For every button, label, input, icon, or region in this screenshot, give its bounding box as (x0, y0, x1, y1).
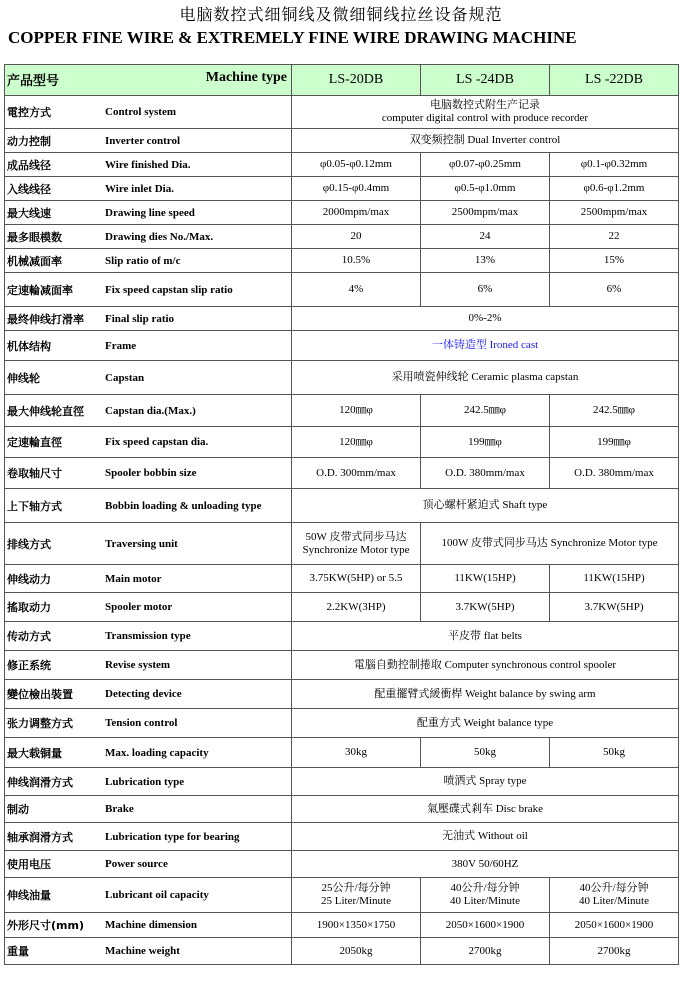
spec-row (5, 738, 679, 768)
spec-label-en: Lubrication type (105, 775, 185, 788)
spec-label-cell (5, 738, 292, 768)
spec-value-cell: 13% (421, 249, 550, 273)
spec-value-cell: φ0.07-φ0.25mm (421, 153, 550, 177)
spec-value-span (292, 823, 679, 851)
spec-value-line: 0%-2% (468, 312, 502, 324)
spec-row (5, 395, 679, 427)
spec-label-en: Lubricant oil capacity (105, 889, 209, 901)
spec-label-en: Revise system (105, 659, 171, 671)
spec-row (5, 878, 679, 913)
spec-label-cn: 最大线速 (7, 206, 51, 220)
spec-label-en: Bobbin loading & unloading type (105, 499, 262, 512)
spec-value-cell: 2050×1600×1900 (550, 913, 679, 938)
spec-label-cell (5, 249, 292, 273)
spec-label-cn: 最大载铜量 (7, 746, 62, 760)
spec-label-cell (5, 153, 292, 177)
spec-value-cell: 6% (550, 273, 679, 307)
spec-value-cell (292, 523, 421, 565)
spec-label-en: Drawing dies No./Max. (105, 230, 214, 243)
spec-label-en: Wire finished Dia. (105, 158, 191, 171)
spec-label-en: Capstan dia.(Max.) (105, 404, 196, 417)
spec-row (5, 96, 679, 129)
spec-value-line: 平皮带 flat belts (448, 629, 522, 642)
spec-label-cn: 动力控制 (7, 134, 51, 148)
spec-value-cell: 2500mpm/max (421, 201, 550, 225)
spec-label-cn: 最多眼模数 (7, 230, 62, 244)
spec-label-en: Lubrication type for bearing (105, 830, 240, 843)
spec-label-cn: 定速輪减面率 (7, 283, 73, 297)
spec-label-cell (5, 427, 292, 458)
document-title-english: COPPER FINE WIRE & EXTREMELY FINE WIRE DRAWING MACHINE (8, 28, 577, 47)
spec-label-en: Brake (105, 803, 134, 815)
spec-label-en: Drawing line speed (105, 206, 195, 219)
spec-value-cell (421, 878, 550, 913)
spec-value-cell: 50kg (550, 738, 679, 768)
spec-row (5, 709, 679, 738)
spec-row (5, 796, 679, 823)
spec-value-cell (550, 878, 679, 913)
spec-label-cn: 電控方式 (7, 106, 51, 119)
spec-row (5, 225, 679, 249)
spec-label-cell (5, 768, 292, 796)
spec-value-line: 喷洒式 Spray type (443, 775, 527, 787)
spec-label-cell (5, 680, 292, 709)
spec-label-cell (5, 796, 292, 823)
spec-value-span: 100W 皮带式同步马达 Synchronize Motor type (421, 523, 679, 565)
spec-label-cn: 上下轴方式 (7, 499, 62, 513)
spec-label-en: Detecting device (105, 688, 182, 700)
spec-value-cell: 6% (421, 273, 550, 307)
spec-row (5, 938, 679, 965)
spec-value-line: 380V 50/60HZ (451, 857, 519, 870)
spec-value-cell: 242.5㎜φ (550, 395, 679, 427)
spec-value-line: 无油式 Without oil (442, 830, 528, 842)
spec-label-en: Wire inlet Dia. (105, 182, 174, 195)
spec-value-cell: 120㎜φ (292, 395, 421, 427)
spec-label-en: Capstan (105, 371, 145, 384)
spec-label-cell (5, 878, 292, 913)
model-header-2: LS -24DB (421, 65, 550, 96)
spec-row (5, 622, 679, 651)
spec-label-cell (5, 651, 292, 680)
spec-label-cell (5, 823, 292, 851)
spec-row (5, 273, 679, 307)
spec-value-cell: 11KW(15HP) (421, 565, 550, 593)
spec-value-line: 40 Liter/Minute (450, 895, 520, 907)
spec-row (5, 427, 679, 458)
spec-row (5, 201, 679, 225)
spec-value-line: 40公升/每分钟 (579, 882, 649, 894)
spec-row (5, 307, 679, 331)
spec-row (5, 361, 679, 395)
model-header-3: LS -22DB (550, 65, 679, 96)
spec-value-cell: φ0.6-φ1.2mm (550, 177, 679, 201)
spec-value-line: 25公升/每分钟 (321, 882, 391, 894)
spec-label-cn: 搖取动力 (7, 601, 51, 614)
model-header-1: LS-20DB (292, 65, 421, 96)
spec-label-en: Frame (105, 339, 137, 352)
spec-row (5, 129, 679, 153)
spec-value-cell: O.D. 380mm/max (421, 458, 550, 489)
spec-label-cn: 张力调整方式 (7, 717, 73, 730)
spec-value-cell: 10.5% (292, 249, 421, 273)
spec-value-span (292, 796, 679, 823)
spec-label-en: Fix speed capstan dia. (105, 436, 209, 448)
spec-value-line: 顶心螺杆紧迫式 Shaft type (422, 499, 548, 511)
spec-value-cell (292, 878, 421, 913)
spec-label-cn: 修正系统 (7, 659, 51, 672)
spec-row (5, 177, 679, 201)
spec-label-cn: 最终伸线打滑率 (7, 312, 84, 326)
spec-value-span (292, 96, 679, 129)
spec-value-cell: 2000mpm/max (292, 201, 421, 225)
spec-value-span (292, 129, 679, 153)
spec-label-cell (5, 177, 292, 201)
spec-label-en: Tension control (105, 717, 178, 729)
spec-label-cn: 制动 (7, 803, 29, 816)
spec-label-cn: 传动方式 (7, 630, 51, 643)
spec-value-line: 40 Liter/Minute (579, 895, 649, 907)
spec-value-line: 采用喷瓷伸线轮 Ceramic plasma capstan (391, 371, 579, 383)
spec-value-cell: 242.5㎜φ (421, 395, 550, 427)
spec-label-cell (5, 201, 292, 225)
spec-label-cn: 伸线动力 (7, 572, 51, 586)
spec-label-cell (5, 96, 292, 129)
spec-label-cn: 机械减面率 (7, 254, 62, 268)
spec-value-cell: φ0.05-φ0.12mm (292, 153, 421, 177)
header-label-en: Machine type (205, 70, 287, 85)
spec-value-line: computer digital control with produce recorder (381, 112, 589, 124)
spec-value-line: Synchronize Motor type (302, 543, 410, 556)
spec-value-cell: 120㎜φ (292, 427, 421, 458)
spec-value-cell: 2700kg (550, 938, 679, 965)
spec-value-cell: 199㎜φ (421, 427, 550, 458)
spec-value-line: 25 Liter/Minute (321, 895, 391, 907)
spec-label-en: Max. loading capacity (105, 746, 209, 759)
spec-label-en: Spooler bobbin size (105, 467, 197, 479)
spec-value-span (292, 361, 679, 395)
spec-label-cn: 定速輪直徑 (7, 436, 62, 449)
spec-value-cell: 2050kg (292, 938, 421, 965)
spec-value-cell: 199㎜φ (550, 427, 679, 458)
spec-label-en: Inverter control (105, 134, 181, 147)
spec-value-line: 电脑数控式附生产记录 (430, 99, 540, 111)
spec-value-cell: 2700kg (421, 938, 550, 965)
spec-value-span (292, 680, 679, 709)
spec-label-en: Machine weight (105, 945, 180, 957)
spec-row (5, 153, 679, 177)
spec-label-cell (5, 622, 292, 651)
spec-row (5, 523, 679, 565)
spec-row (5, 851, 679, 878)
document-title-chinese: 电脑数控式细铜线及微细铜线拉丝设备规范 (179, 5, 503, 24)
spec-label-cell (5, 489, 292, 523)
spec-label-cell (5, 709, 292, 738)
spec-label-cn: 入线线径 (7, 182, 51, 196)
header-label-cell (5, 65, 292, 96)
spec-value-span (292, 709, 679, 738)
spec-row (5, 331, 679, 361)
spec-row (5, 651, 679, 680)
spec-label-en: Spooler motor (105, 601, 173, 613)
spec-value-cell: 50kg (421, 738, 550, 768)
spec-label-cell (5, 458, 292, 489)
spec-value-span (292, 768, 679, 796)
spec-value-cell: 20 (292, 225, 421, 249)
spec-value-cell: 2050×1600×1900 (421, 913, 550, 938)
spec-label-cell (5, 913, 292, 938)
spec-label-cell (5, 565, 292, 593)
spec-value-line: 氣壓碟式剎车 Disc brake (426, 802, 544, 815)
spec-value-line: 一体铸造型 Ironed cast (431, 339, 539, 351)
spec-row (5, 680, 679, 709)
spec-row (5, 249, 679, 273)
spec-label-en: Traversing unit (105, 537, 178, 550)
spec-row (5, 823, 679, 851)
spec-label-cn: 使用电压 (7, 858, 51, 871)
spec-label-cn: 伸线油量 (7, 889, 51, 902)
spec-row (5, 768, 679, 796)
spec-row (5, 913, 679, 938)
spec-row (5, 489, 679, 523)
spec-label-cell (5, 129, 292, 153)
spec-label-en: Transmission type (105, 630, 191, 642)
spec-value-cell: 22 (550, 225, 679, 249)
spec-value-span (292, 622, 679, 651)
spec-value-span (292, 851, 679, 878)
spec-label-cell (5, 307, 292, 331)
spec-value-cell: 4% (292, 273, 421, 307)
spec-label-cell (5, 395, 292, 427)
spec-row (5, 593, 679, 622)
spec-label-cell (5, 938, 292, 965)
spec-value-line: 50W 皮带式同步马达 (305, 530, 407, 543)
spec-label-en: Final slip ratio (105, 312, 175, 325)
spec-label-cn: 重量 (7, 945, 29, 958)
spec-value-cell: 3.7KW(5HP) (550, 593, 679, 622)
spec-label-cn: 排线方式 (7, 537, 51, 551)
spec-value-cell: 3.7KW(5HP) (421, 593, 550, 622)
spec-label-en: Main motor (105, 572, 162, 585)
spec-label-cn: 伸线轮 (7, 371, 40, 385)
spec-value-line: 配重方式 Weight balance type (416, 716, 554, 729)
spec-label-cell (5, 361, 292, 395)
spec-value-line: 40公升/每分钟 (450, 882, 520, 894)
spec-label-cn: 變位檢出裝置 (7, 688, 73, 701)
spec-value-cell: 30kg (292, 738, 421, 768)
spec-label-cn: 外形尺寸(mm) (7, 919, 84, 932)
spec-value-span (292, 331, 679, 361)
spec-value-line: 電腦自動控制捲取 Computer synchronous control spooler (353, 658, 617, 671)
spec-value-span (292, 307, 679, 331)
spec-label-cn: 机体结构 (7, 339, 51, 353)
spec-value-span (292, 489, 679, 523)
spec-label-cn: 轴承润滑方式 (7, 830, 73, 844)
spec-value-cell: 3.75KW(5HP) or 5.5 (292, 565, 421, 593)
spec-table (4, 64, 679, 965)
spec-label-en: Power source (105, 858, 168, 870)
spec-label-en: Slip ratio of m/c (105, 254, 181, 267)
spec-value-cell: φ0.1-φ0.32mm (550, 153, 679, 177)
spec-row (5, 458, 679, 489)
spec-value-cell: φ0.15-φ0.4mm (292, 177, 421, 201)
table-header-row (5, 65, 679, 96)
spec-label-cn: 卷取轴尺寸 (7, 467, 62, 480)
spec-label-en: Control system (105, 106, 176, 118)
spec-value-cell: 2.2KW(3HP) (292, 593, 421, 622)
spec-label-cell (5, 273, 292, 307)
spec-value-cell: 1900×1350×1750 (292, 913, 421, 938)
spec-label-cell (5, 851, 292, 878)
spec-value-span (292, 651, 679, 680)
spec-value-cell: O.D. 300mm/max (292, 458, 421, 489)
spec-value-line: 双变频控制 Dual Inverter control (409, 134, 561, 146)
spec-value-cell: 11KW(15HP) (550, 565, 679, 593)
spec-value-cell: φ0.5-φ1.0mm (421, 177, 550, 201)
spec-label-en: Machine dimension (105, 919, 197, 931)
spec-value-cell: O.D. 380mm/max (550, 458, 679, 489)
spec-value-line: 配重擺臂式緩衝桿 Weight balance by swing arm (374, 687, 596, 700)
spec-label-cn: 成品线径 (7, 158, 51, 172)
spec-label-cell (5, 523, 292, 565)
spec-value-cell: 24 (421, 225, 550, 249)
spec-value-cell: 2500mpm/max (550, 201, 679, 225)
spec-label-cn: 最大伸线轮直徑 (7, 404, 84, 418)
spec-label-cell (5, 225, 292, 249)
spec-label-en: Fix speed capstan slip ratio (105, 283, 233, 296)
spec-row (5, 565, 679, 593)
spec-value-cell: 15% (550, 249, 679, 273)
spec-label-cell (5, 331, 292, 361)
spec-label-cn: 伸线润滑方式 (7, 775, 73, 789)
spec-label-cell (5, 593, 292, 622)
header-label-cn: 产品型号 (7, 74, 60, 89)
